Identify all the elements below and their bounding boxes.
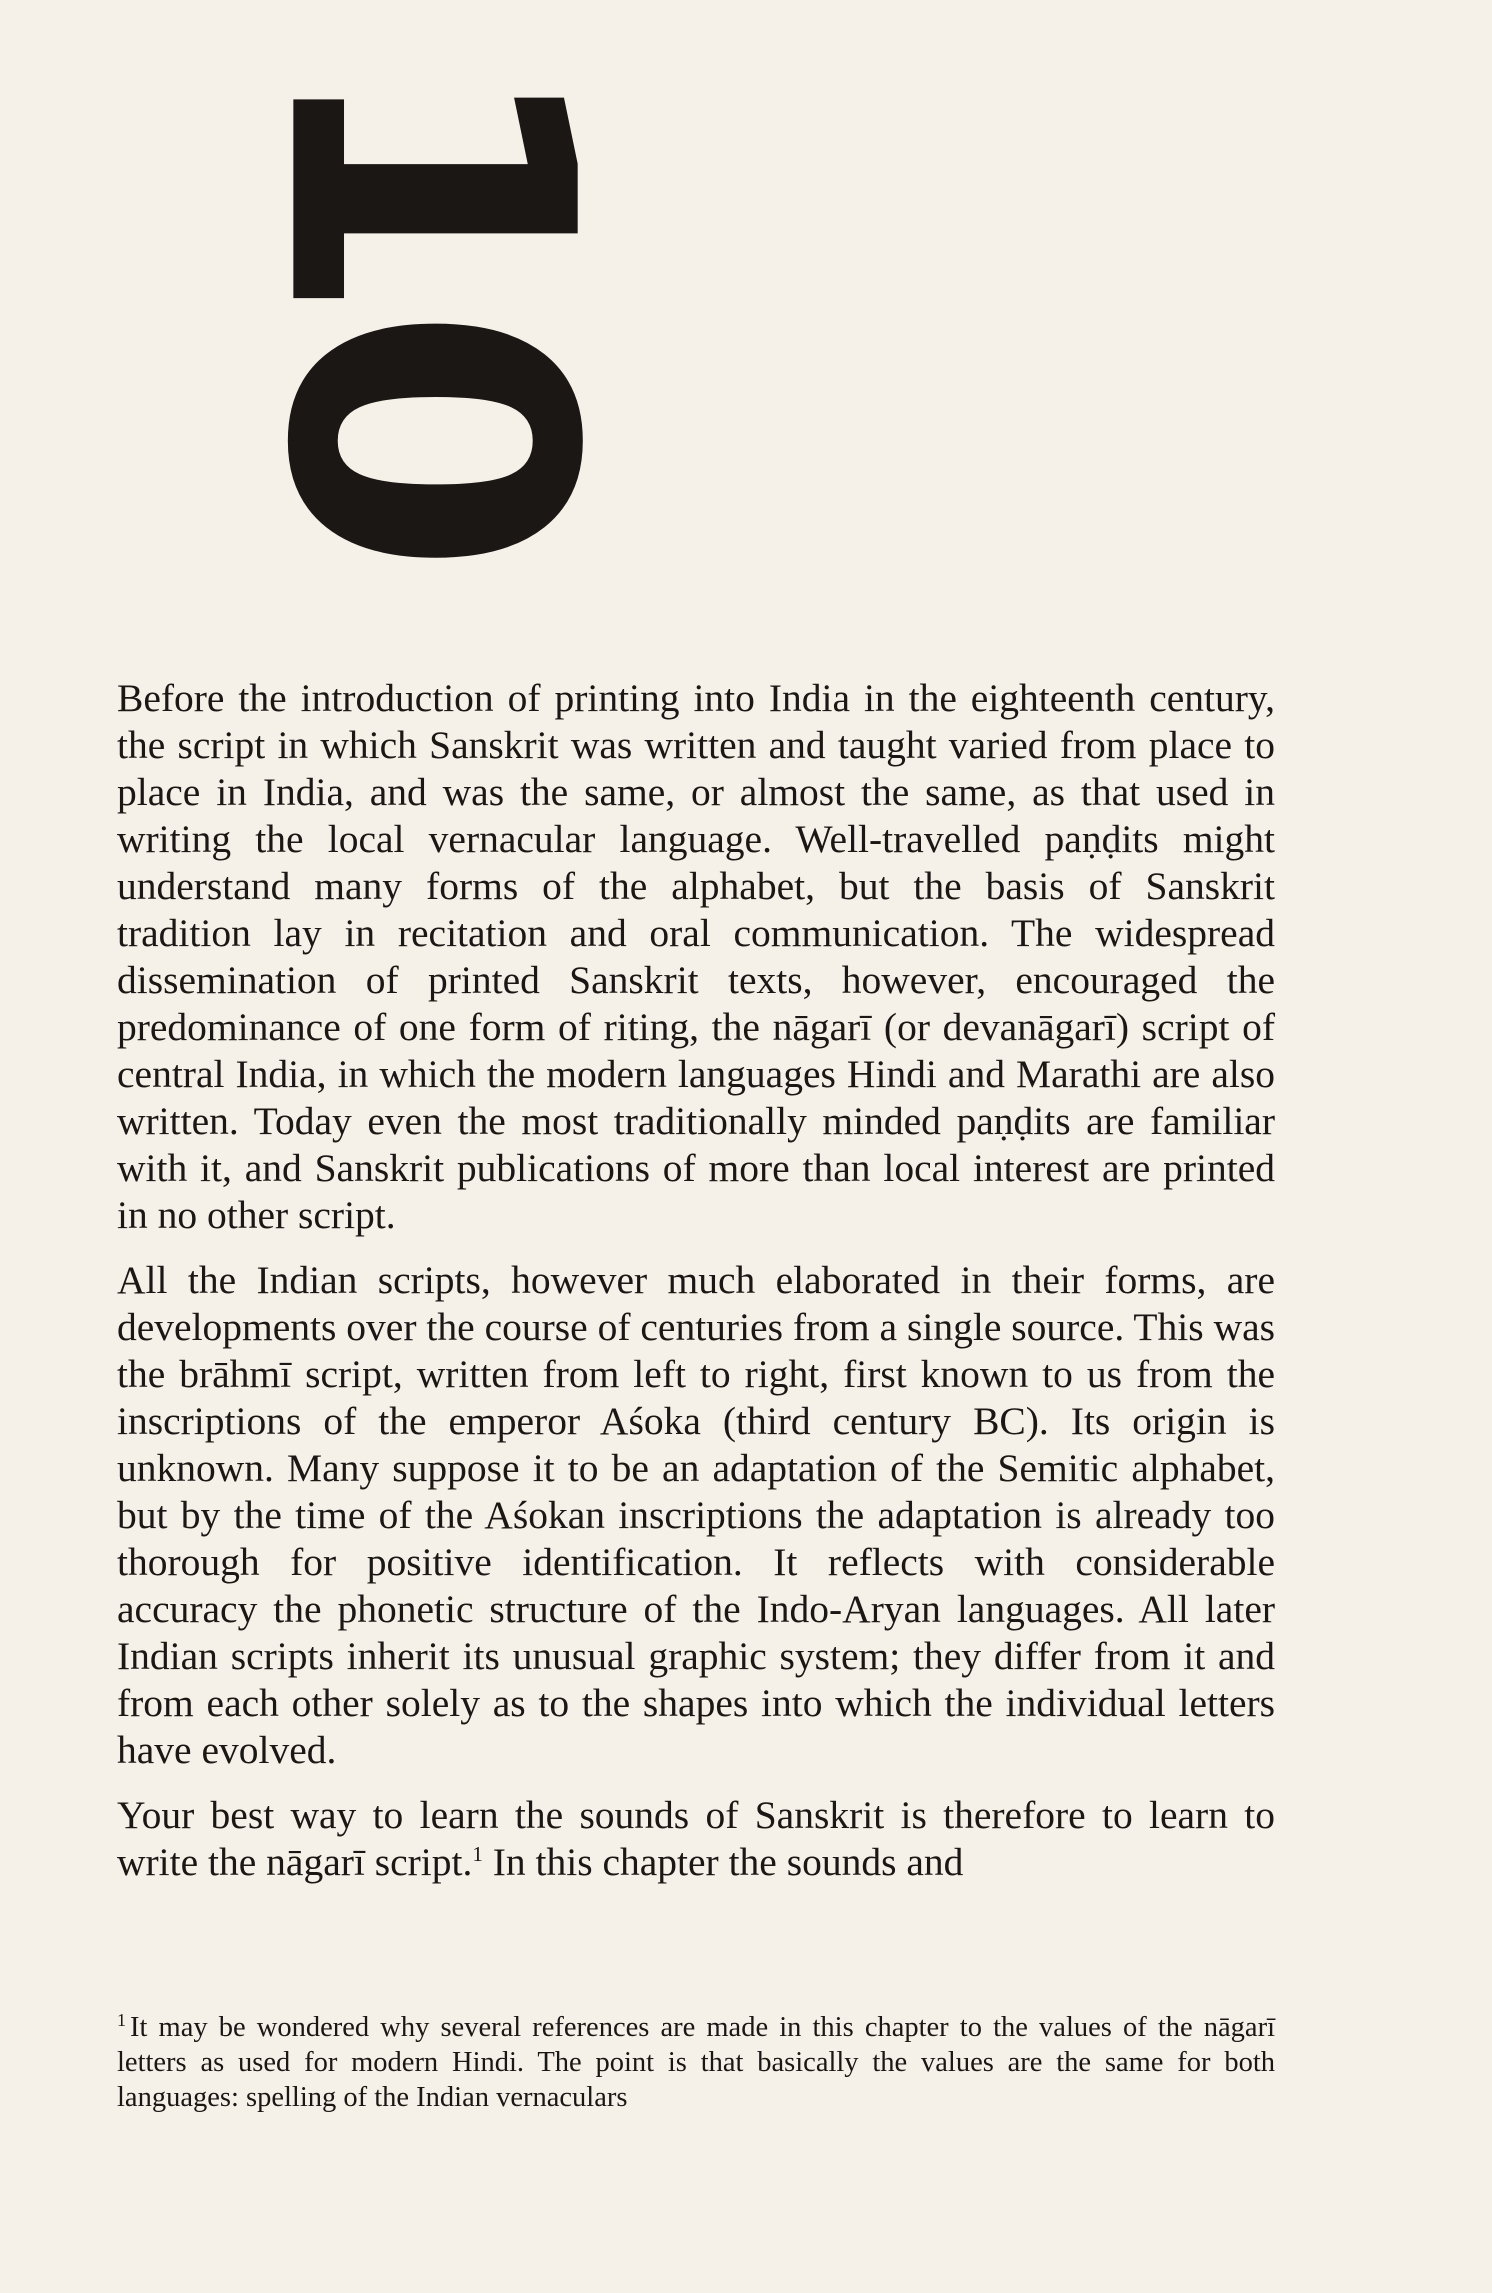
paragraph-1: Before the introduction of printing into India in the eighteenth century, the script in which Sanskrit was written and taught varied from place to place in India, and was the same, or almost the same, as that used in writing the local vernacular language. Well-travelled paṇḍits might understand many forms of the alphabet, but the basis of Sanskrit tradition lay in recitation and oral communication. The widespread dissemination of printed Sanskrit texts, however, encouraged the predominance of one form of riting, the nāgarī (or devanāgarī) script of central India, in which the modern languages Hindi and Marathi are also written. Today even the most traditionally minded paṇḍits are familiar with it, and Sanskrit publications of more than local interest are printed in no other script.: [117, 676, 1275, 1237]
chapter-number-text: 10: [201, 53, 656, 557]
footnote-reference[interactable]: 1: [472, 1841, 483, 1866]
chapter-number: [190, 40, 656, 570]
main-text: [117, 675, 1275, 1904]
footnote: [117, 2010, 1275, 2115]
paragraph-3-continuation: In this chapter the sounds and: [482, 1840, 964, 1884]
paragraph-3: [117, 1792, 1275, 1886]
paragraph-2: All the Indian scripts, however much elaborated in their forms, are developments over the course of centuries from a single source. This was the brāhmī script, written from left to right, first known to us from the inscriptions of the emperor Aśoka (third century BC). Its origin is unknown. Many suppose it to be an adaptation of the Semitic alphabet, but by the time of the Aśokan inscriptions the adaptation is already too thorough for positive identification. It reflects with considerable accuracy the phonetic structure of the Indo-Aryan languages. All later Indian scripts inherit its unusual graphic system; they differ from it and from each other solely as to the shapes into which the individual letters have evolved.: [117, 1258, 1275, 1772]
paragraph-3-text: Your best way to learn the sounds of Sanskrit is therefore to learn to write the nāgarī script.: [117, 1793, 1275, 1884]
footnote-marker: 1: [117, 2009, 126, 2030]
footnote-text: It may be wondered why several references are made in this chapter to the values of the nāgarī letters as used for modern Hindi. The point is that basically the values are the same for both languages: spelling of the Indian vernaculars: [117, 2012, 1275, 2113]
